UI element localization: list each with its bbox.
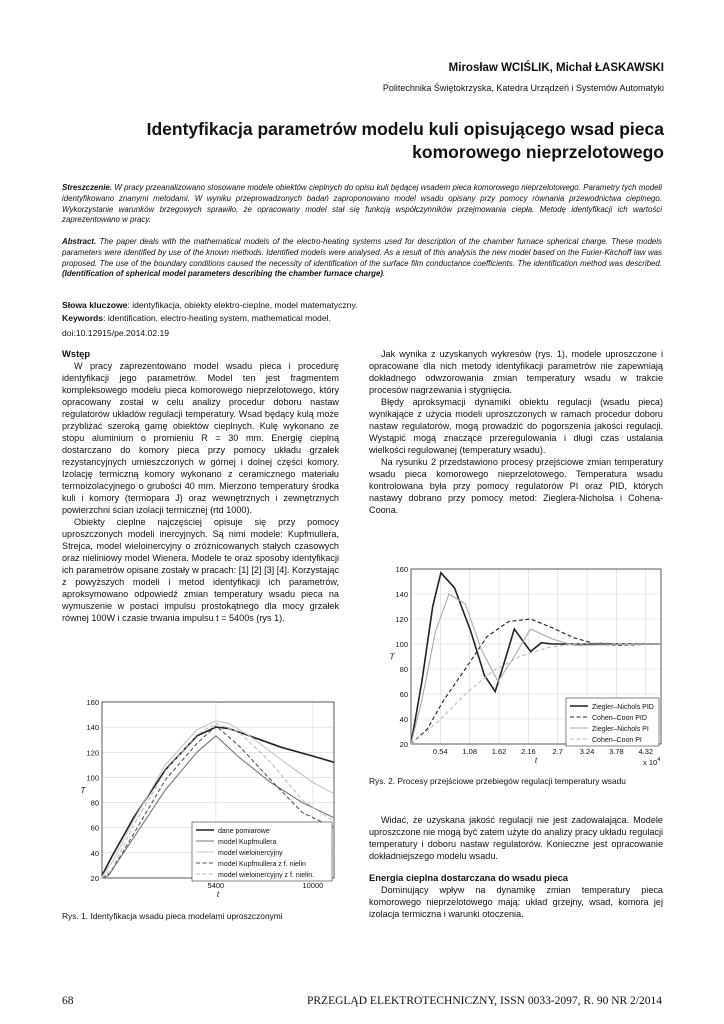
paragraph: Dominujący wpływ na dynamikę zmian temperatury pieca komorowego nieprzelotowego mają: układ grzejny, wsad, komora jej izolacja termiczna i warunki otoczenia. <box>369 885 663 919</box>
right-column-bottom <box>369 814 663 920</box>
left-column <box>62 348 339 624</box>
figure-1-chart <box>62 696 344 902</box>
fig2-ytick-label: 40 <box>399 715 408 724</box>
page-number: 68 <box>62 995 74 1007</box>
fig1-ylabel: T <box>80 786 86 795</box>
fig2-ytick-label: 120 <box>395 615 408 624</box>
title-line-2: komorowego nieprzelotowego <box>412 142 664 162</box>
fig2-ylabel: T <box>389 652 395 662</box>
fig2-xtick-label: 3.24 <box>579 747 595 756</box>
fig1-ytick-label: 40 <box>90 848 99 858</box>
section-heading-intro: Wstęp <box>62 348 91 359</box>
affiliation: Politechnika Świętokrzyska, Katedra Urządzeń i Systemów Automatyki <box>382 83 664 93</box>
keywords-en-label: Keywords <box>62 312 104 323</box>
journal-footer: PRZEGLĄD ELEKTROTECHNICZNY, ISSN 0033-2097, R. 90 NR 2/2014 <box>306 995 662 1007</box>
keywords-pl-text: : identyfikacja, obiekty elektro-cieplne, model matematyczny. <box>127 300 358 310</box>
fig1-xlabel: t <box>216 890 220 899</box>
figure-2-chart <box>369 561 669 771</box>
fig1-ytick-label: 160 <box>86 698 99 707</box>
title-line-1: Identyfikacja parametrów modelu kuli opisującego wsad pieca <box>146 119 664 139</box>
fig1-legend-label: model wieloinercyjny z f. nielin. <box>218 872 315 879</box>
abstract-en-label: Abstract. <box>62 237 97 246</box>
fig2-xtick-label: 1.62 <box>491 747 507 756</box>
abstract-pl-label: Streszczenie. <box>62 183 112 192</box>
fig2-xtick-label: 0.54 <box>433 747 448 756</box>
figure-2-caption: Rys. 2. Procesy przejściowe przebiegów regulacji temperatury wsadu <box>369 776 626 786</box>
fig2-xtick-label: 2.7 <box>552 747 563 756</box>
fig1-xtick-label: 5400 <box>207 881 225 890</box>
fig2-xtick-label: 1.08 <box>462 747 478 756</box>
fig2-xlabel: t <box>534 756 538 765</box>
fig1-legend-label: model Kupfmullera <box>218 839 277 846</box>
fig1-legend-label: dane pomiarowe <box>218 828 270 835</box>
fig2-legend-label: Cohen–Coon PID <box>592 715 647 722</box>
fig2-xtick-label: 3.78 <box>609 747 624 756</box>
abstract-pl <box>62 183 662 226</box>
fig1-ytick-label: 80 <box>90 798 99 808</box>
figure-1-caption: Rys. 1. Identyfikacja wsadu pieca modelami uproszczonymi <box>62 911 283 921</box>
authors: Mirosław WCIŚLIK, Michał ŁASKAWSKI <box>448 62 664 74</box>
fig2-legend-label: Cohen–Coon PI <box>592 737 642 744</box>
fig2-xtick-label: 2.16 <box>521 747 536 756</box>
abstract-en <box>62 237 662 280</box>
fig1-legend-label: model wieloinercyjny <box>218 850 283 857</box>
paragraph: W pracy zaprezentowano model wsadu pieca i procedurę identyfikacji jego parametrów. Model ten jest fragmentem kompleksowego modelu pieca komorowego nieprzelotowego, który opracowany został w celu analizy procedur doboru nastaw regulatorów układów regulacji temperatury. Wsad będący kulą może przybliżać szeroką gamę obiektów cieplnych. Kulę wykonano ze stopu aluminium o promieniu R = 30 mm. Energię cieplną dostarczano do komory pieca przy pomocy układu grzałek rezystancyjnych umieszczonych w górnej i dolnej części komory. Izolację termiczną komory wykonano z ceramicznego materiału termoizolacyjnego o grubości 40 mm. Mierzono temperatury środka kuli i komory (termopara J) oraz wewnętrznych i zewnętrznych powierzchni ścian izolacji termicznej (rtd 1000). <box>62 361 339 515</box>
fig1-ytick-label: 20 <box>90 874 99 883</box>
abstract-en-title: (Identification of spherical model parameters describing the chamber furnace charge) <box>62 269 383 279</box>
fig2-legend-label: Ziegler–Nichols PI <box>592 726 649 733</box>
fig2-xtick-label: 4.32 <box>638 747 654 756</box>
fig1-ytick-label: 60 <box>90 823 99 833</box>
fig1-legend-label: model Kupfmullera z f. nielin <box>218 861 306 868</box>
section-heading-energy: Energia cieplna dostarczana do wsadu pieca <box>369 872 569 883</box>
fig2-ytick-label: 20 <box>399 740 408 749</box>
paragraph: Widać, że uzyskana jakość regulacji nie jest zadowalająca. Modele uproszczone nie mogą być zatem użyte do analizy pracy układu regulacji temperatury i doboru nastaw regulatorów. Konieczne jest opracowanie dokładniejszego modelu wsadu. <box>369 815 663 861</box>
keywords-pl-label: Słowa kluczowe <box>62 300 128 310</box>
fig2-x-multiplier: x $10^4$ <box>643 757 661 767</box>
keywords-en-text: : identification, electro-heating system, mathematical model. <box>103 312 331 323</box>
fig2-ytick-label: 160 <box>395 565 408 574</box>
fig2-ytick-label: 100 <box>395 640 408 649</box>
keywords <box>62 299 662 340</box>
abstract-pl-text: W pracy przeanalizowano stosowane modele obiektów cieplnych do opisu kuli będącej wsadem pieca komorowego nieprzelotowego. Parametry tych modeli identyfikowano znanymi metodami. W wyniku przeprowadzonych badań zaproponowano model wsadu opisany przy pomocy równania przewodnictwa cieplnego. Wykorzystanie warunków brzegowych sprawiło, że opracowany model stał się funkcją współczynników przejmowania ciepła. Metodę identyfikacji ich wartości zaprezentowano w pracy. <box>62 183 662 225</box>
paragraph: Błędy aproksymacji dynamiki obiektu regulacji (wsadu pieca) wynikające z użycia modeli uproszczonych w ramach procedur doboru nastaw regulatorów, mogą prowadzić do pogorszenia jakości regulacji. Wystąpić mogą znaczące przeregulowania i długi czas ustalania wielkości regulowanej (temperatury wsadu). <box>369 397 663 455</box>
abstract-en-end: . <box>382 269 386 279</box>
fig2-ytick-label: 80 <box>399 665 408 674</box>
doi: doi:10.12915/pe.2014.02.19 <box>62 328 170 338</box>
abstract-en-text: The paper deals with the mathematical models of the electro-heating systems used for description of the chamber furnace spherical charge. These models parameters were identified by use of the known methods. Identified models were analysed. As a result of this analysis the new model based on the Furier-Kirchoff law was proposed. The use of the boundary conditions caused the necessity of identification of the surface film conductance coefficients. The identification method was described. <box>62 237 662 268</box>
paragraph: Jak wynika z uzyskanych wykresów (rys. 1), modele uproszczone i opracowane dla nich metody identyfikacji parametrów nie zapewniają dokładnego odwzorowania zmian temperatury wsadu w trakcie procesów nagrzewania i stygnięcia. <box>369 349 663 395</box>
fig2-ytick-label: 140 <box>395 590 408 599</box>
fig2-legend-label: Ziegler–Nichols PID <box>592 704 654 711</box>
fig1-ytick-label: 140 <box>86 723 99 733</box>
right-column-top <box>369 348 663 516</box>
fig2-ytick-label: 60 <box>399 690 408 699</box>
fig1-ytick-label: 120 <box>86 748 99 758</box>
fig1-ytick-label: 100 <box>86 773 99 783</box>
paragraph: Obiekty cieplne najczęściej opisuje się przy pomocy uproszczonych modeli inercyjnych. Są nimi modele: Kupfmullera, Strejca, model wieloinercyjny o zróżnicowanych stałych czasowych oraz nieliniowy model Wienera. Modele te oraz sposoby identyfikacji ich parametrów opisane zostały w pracach: [1] [2] [3] [4]. Korzystając z powyższych modeli i metod identyfikacji ich parametrów, aproksymowano odpowiedź zmian temperatury wsadu pieca na wymuszenie w postaci impulsu prostokątnego dla mocy grzałek równej 100W i czasie trwania impulsu t = 5400s (rys 1). <box>62 517 339 623</box>
paragraph: Na rysunku 2 przedstawiono procesy przejściowe zmian temperatury wsadu pieca komorowego nieprzelotowego. Temperatura wsadu kontrolowana była przy pomocy regulatorów PI oraz PID, których nastawy dobrano przy pomocy metod: Zieglera-Nicholsa i Cohena-Coona. <box>369 457 663 515</box>
fig1-xtick-label: 10000 <box>302 881 324 890</box>
paper-title <box>60 118 664 164</box>
